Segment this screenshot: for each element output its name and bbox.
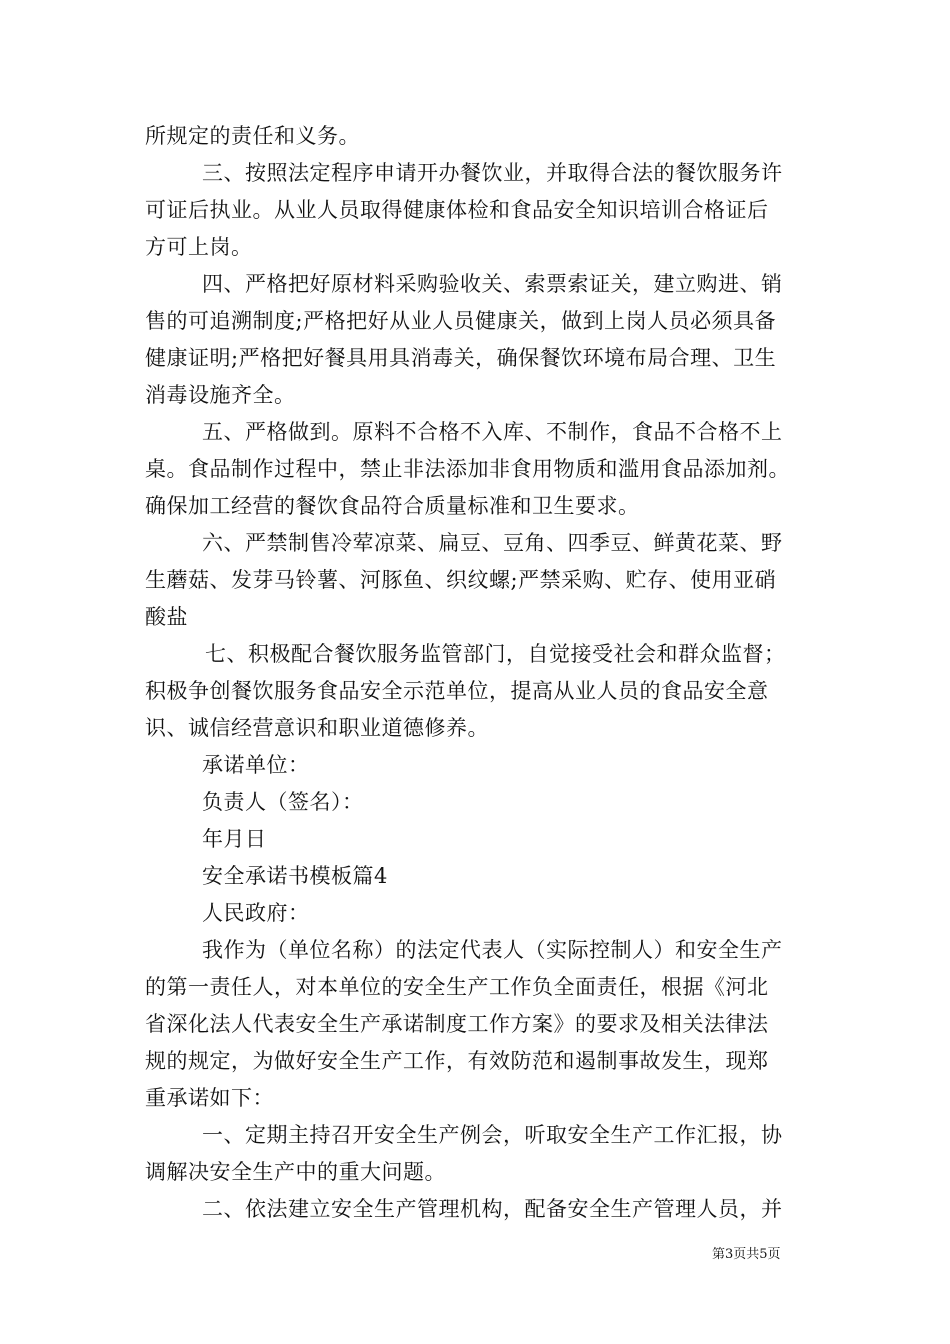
paragraph-2-start: 二、依法建立安全生产管理机构，配备安全生产管理人员，并 [202, 1197, 783, 1221]
text-line: 桌。食品制作过程中，禁止非法添加非食用物质和滥用食品添加剂。 [145, 457, 790, 481]
addressee: 人民政府： [202, 901, 310, 925]
responsible-person-label: 负责人（签名）： [202, 790, 364, 814]
document-body [145, 118, 815, 1228]
text-line: 积极争创餐饮服务食品安全示范单位，提高从业人员的食品安全意 [145, 679, 769, 703]
paragraph-5-start: 五、严格做到。原料不合格不入库、不制作，食品不合格不上 [202, 420, 783, 444]
text-line: 消毒设施齐全。 [145, 383, 296, 407]
text-line: 确保加工经营的餐饮食品符合质量标准和卫生要求。 [145, 494, 640, 518]
date-label: 年月日 [202, 827, 267, 851]
text-line: 的第一责任人，对本单位的安全生产工作负全面责任，根据《河北 [145, 975, 769, 999]
paragraph-intro-start: 我作为（单位名称）的法定代表人（实际控制人）和安全生产 [202, 938, 783, 962]
text-line: 重承诺如下： [145, 1086, 274, 1110]
page-number: 第3页共5页 [712, 1247, 781, 1262]
text-line: 方可上岗。 [145, 235, 253, 259]
paragraph-7-start: 七、积极配合餐饮服务监管部门，自觉接受社会和群众监督； [205, 642, 786, 666]
paragraph-4-start: 四、严格把好原材料采购验收关、索票索证关，建立购进、销 [202, 272, 783, 296]
text-line: 酸盐 [145, 605, 188, 629]
paragraph-3-start: 三、按照法定程序申请开办餐饮业，并取得合法的餐饮服务许 [202, 161, 783, 185]
paragraph-6-start: 六、严禁制售冷荤凉菜、扁豆、豆角、四季豆、鲜黄花菜、野 [202, 531, 783, 555]
text-line: 售的可追溯制度;严格把好从业人员健康关，做到上岗人员必须具备 [145, 309, 777, 333]
pledging-unit-label: 承诺单位： [202, 753, 310, 777]
text-line: 所规定的责任和义务。 [145, 124, 360, 148]
paragraph-1-start: 一、定期主持召开安全生产例会，听取安全生产工作汇报，协 [202, 1123, 783, 1147]
text-line: 规的规定，为做好安全生产工作，有效防范和遏制事故发生，现郑 [145, 1049, 769, 1073]
text-line: 调解决安全生产中的重大问题。 [145, 1160, 446, 1184]
section-heading: 安全承诺书模板篇4 [202, 864, 388, 888]
text-line: 生蘑菇、发芽马铃薯、河豚鱼、织纹螺;严禁采购、贮存、使用亚硝 [145, 568, 777, 592]
text-line: 省深化法人代表安全生产承诺制度工作方案》的要求及相关法律法 [145, 1012, 769, 1036]
text-line: 可证后执业。从业人员取得健康体检和食品安全知识培训合格证后 [145, 198, 769, 222]
text-line: 健康证明;严格把好餐具用具消毒关，确保餐饮环境布局合理、卫生 [145, 346, 777, 370]
text-line: 识、诚信经营意识和职业道德修养。 [145, 716, 489, 740]
